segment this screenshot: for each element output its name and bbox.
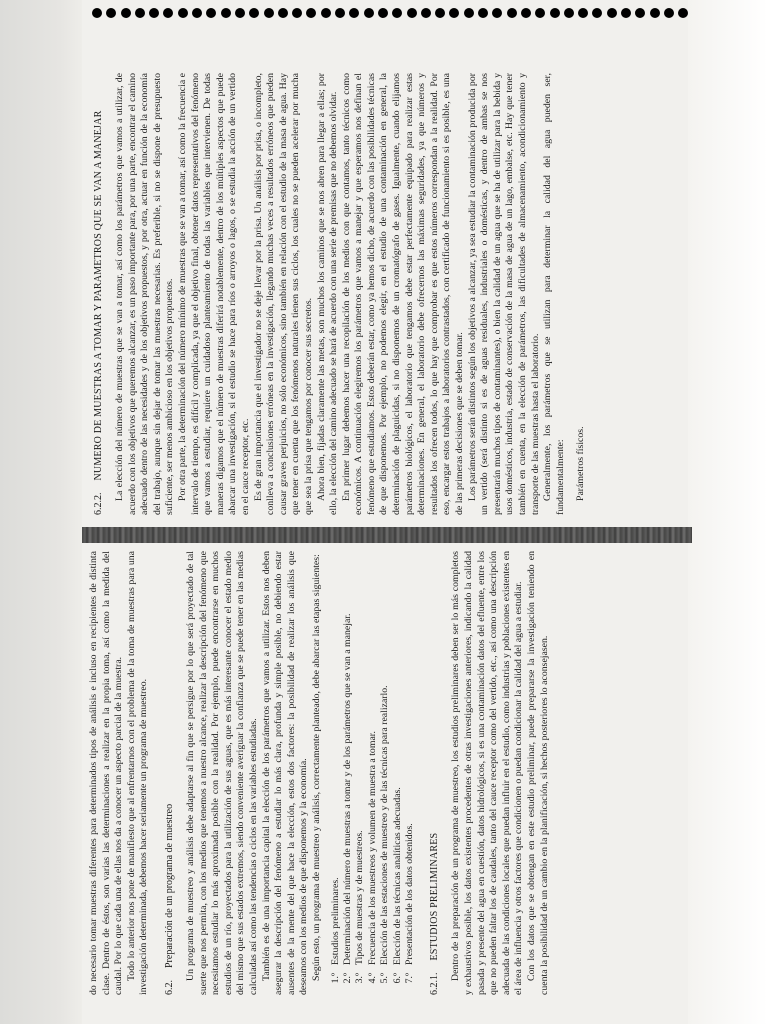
list-item [330,551,342,995]
step-number: 4.º [366,973,378,984]
scan-shadow-left [0,0,82,1024]
binding-hole [507,8,517,18]
section-heading-6-2-1 [428,551,441,995]
paragraph: Es de gran importancia que el investigador no se deje llevar por la prisa. Un análisis por prisa, o incompleto, conlleva a conclusiones erróneas en la investigación, llegando muchas veces a resultados erróneos que pueden causar graves perjuicios, no sólo económicos, sino también en relación con el estudio de la masa de agua. Hay que tener en cuenta que los fenómenos naturales tienen sus ciclos, los cuales no se pueden acelerar por mucha que sea la prisa que tengamos por conocer sus secretos. [252,73,314,515]
binding-hole [478,8,488,18]
left-column [82,543,692,1005]
binding-hole [135,8,145,18]
spiral-binding [0,0,768,26]
binding-hole [378,8,388,18]
step-text: Frecuencia de los muestreos y volumen de muestra a tomar. [366,731,378,965]
binding-hole [592,8,602,18]
binding-hole [621,8,631,18]
binding-hole [392,8,402,18]
list-item [392,551,404,995]
list-item [342,551,354,995]
binding-hole [335,8,345,18]
step-text: Elección de las estaciones de muestreo y de las técnicas para realizarlo. [379,685,391,965]
binding-hole [106,8,116,18]
paragraph: Según esto, un programa de muestreo y análisis, correctamente planteado, debe abarcar las etapas siguientes: [310,554,322,981]
section-heading-6-2 [163,551,176,995]
binding-hole [607,8,617,18]
binding-hole [249,8,259,18]
step-text: Presentación de los datos obtenidos. [403,823,415,965]
binding-hole [464,8,474,18]
parameter-item: Parámetros físicos. [575,426,587,501]
binding-hole [292,8,302,18]
binding-hole [535,8,545,18]
binding-hole [149,8,159,18]
binding-hole [492,8,502,18]
paragraph: En primer lugar debemos hacer una recopilación de los medios con que contamos, tanto técnicos como económicos. A continuación elegiremos los parámetros que vamos a manejar y que esperamos nos definan el fenómeno que estudiamos. Estos deberán estar, como ya hemos dicho, de acuerdo con las posibilidades técnicas de que disponemos. Por ejemplo, no podemos elegir, en el estudio de una contaminación en general, la determinación de plaguicidas, si no disponemos de un cromatógrafo de gases. Igualmente, cuando elijamos parámetros biológicos, el laboratorio que tengamos debe estar perfectamente equipado para realizar estas determinaciones. En general, el laboratorio debe ofrecernos las máximas seguridades, ya que números y resultados los ofrecen todos, lo que hay que comprobar es que estos números correspondan a la realidad. Por eso, encargar estos trabajos a laboratorios contrastados, con certificado de funcionamiento si es posible, es una de las primeras decisiones que se deben tomar. [340,73,466,515]
section-title: ESTUDIOS PRELIMINARES [429,832,441,961]
paragraph: Dentro de la preparación de un programa de muestreo, los estudios preliminares deben ser lo más completos y exhaustivos posible, los datos existentes procedentes de otras investigaciones anteriores, indicando la calidad pasada y presente del agua en cuestión, datos hidrológicos, si es una contaminación datos del efluente, entre los que no pueden faltar los de caudales, tanto del cauce receptor como del vertido, etc., así como una descripción adecuada de las condiciones locales que puedan influir en el estudio, como industrias y poblaciones existentes en el área de influencia y otros factores que condicionen o puedan condicionar la calidad del agua a estudiar. [450,551,525,995]
right-column [82,65,692,527]
paragraph: Generalmente, los parámetros que se utilizan para determinar la calidad del agua pueden ser, fundamentalmente: [542,73,566,515]
binding-hole [664,8,674,18]
paragraph: Un programa de muestreo y análisis debe adaptarse al fin que se persigue por lo que será proyectado de tal suerte que nos permita, con los medios que tenemos a nuestro alcance, realizar la descripción del fenómeno que necesitamos estudiar lo más aproximada posible con la realidad. Por ejemplo, puede encontrarse en muchos estudios de un río, proyectados para la utilización de sus aguas, que es más interesante conocer el estado medio del mismo que sus estados extremos, siendo conveniente averiguar la confianza que se puede tener en las medias calculadas así como las tendencias o ciclos en las variables estudiadas. [184,551,259,995]
paragraph: La elección del número de muestras que se van a tomar, así como los parámetros que vamos a utilizar, de acuerdo con los objetivos que queremos alcanzar, es un paso importante para, por una parte, encontrar el camino adecuado dentro de las necesidades y de los objetivos propuestos, y por otra, actuar en función de la economía del trabajo, aunque sin dejar de tomar las muestras necesarias. Es preferible, si no se dispone de presupuesto suficiente, ser menos ambicioso en los objetivos propuestos. [114,73,176,515]
scanned-page [82,65,692,1005]
binding-hole [550,8,560,18]
binding-hole [521,8,531,18]
section-title: Preparación de un programa de muestreo [163,803,175,968]
binding-hole [578,8,588,18]
binding-hole [178,8,188,18]
section-number: 6.2. [163,980,175,995]
binding-hole [421,8,431,18]
paragraph: También es de una importancia capital la elección de los parámetros que vamos a utilizar. Estos nos deben asegurar la descripción del fenómeno a estudiar lo más clara, profunda y simple posible, no debiendo estar ausentes de la mente del que hace la elección, estos dos factores: la posibilidad de realizar los análisis que deseamos con los medios de que disponemos y la economía. [260,551,310,995]
binding-hole [678,8,688,18]
paragraph: Por otra parte, la determinación del número mínimo de muestras que se van a tomar, así como la frecuencia e intervalo de tiempo, es difícil y complicada, ya que el objetivo final, obtener datos representativos del fenómeno que vamos a estudiar, requiere un cuidadoso planteamiento de todas las variables que intervienen. De todas maneras digamos que el número de muestras diferirá notablemente, dentro de los múltiples aspectos que puede abarcar una investigación, si el estudio se hace para ríos o arroyos o lagos, o se estudia la acción de un vertido en el cauce receptor, etc. [176,73,251,515]
binding-hole [349,8,359,18]
binding-hole [221,8,231,18]
binding-hole [235,8,245,18]
section-title: NUMERO DE MUESTRAS A TOMAR Y PARAMETROS QUE SE VAN A MANEJAR [93,110,104,481]
scan-shadow-right [688,0,768,1024]
binding-hole [650,8,660,18]
paragraph: Los parámetros serán distintos según los objetivos a alcanzar, ya sea estudiar la contaminación producida por un vertido (será distinto si es de aguas residuales, industriales o domésticas, y dentro de ambas se nos presentarán muchos tipos de contaminantes), o bien la calidad de un agua que se ha de utilizar para la bebida y usos domésticos, industria, estado de conservación de la masa de agua de un lago, embalse, etc. Hay que tener también en cuenta, en la elección de parámetros, las dificultades de almacenamiento, acondicionamiento y transporte de las muestras hasta el laboratorio. [466,73,541,515]
list-item [404,551,416,995]
binding-hole [163,8,173,18]
step-text: Estudios preliminares. [329,877,341,965]
book-gutter-shadow [82,527,692,543]
section-number: 6.2.2. [93,492,104,515]
binding-hole [206,8,216,18]
binding-hole [278,8,288,18]
intro-paragraph-2: Todo lo anterior nos pone de manifiesto que al enfrentarnos con el problema de la toma de muestras para una investigación determinada, debemos hacer seriamente un programa de muestreo. [125,551,150,995]
intro-paragraph-1: do necesario tomar muestras diferentes para determinados tipos de análisis e incluso en recipientes de distinta clase. Dentro de éstos, son varias las determinaciones a realizar en la propia toma, así como la medida del caudal. Por lo que cada una de ellas nos da a conocer un aspecto parcial de la muestra. [88,551,125,995]
step-number: 7.º [403,973,415,984]
binding-hole [192,8,202,18]
binding-hole [264,8,274,18]
binding-hole [306,8,316,18]
step-number: 1.º [329,973,341,984]
binding-hole [435,8,445,18]
step-text: Determinación del número de muestras a tomar y de los parámetros que se van a manejar. [341,613,353,965]
step-number: 6.º [391,973,403,984]
binding-hole [407,8,417,18]
binding-hole [364,8,374,18]
step-text: Tipos de muestras y de muestreos. [354,830,366,965]
binding-hole [449,8,459,18]
binding-hole [564,8,574,18]
binding-hole [635,8,645,18]
step-text: Elección de las técnicas analíticas adecuadas. [391,787,403,965]
binding-hole [121,8,131,18]
binding-hole [92,8,102,18]
list-item [367,551,379,995]
binding-hole [321,8,331,18]
list-item [354,551,366,995]
list-item [379,551,391,995]
step-number: 5.º [379,973,391,984]
paragraph: Con los datos que se obtengan en este estudio preliminar, puede prepararse la investigación teniendo en cuenta la posibilidad de un cambio en la planificación, si hechos posteriores lo aconsejasen. [525,551,550,995]
step-number: 2.º [341,973,353,984]
paragraph: Ahora bien, fijadas claramente las metas, son muchos los caminos que se nos abren para llegar a ellas; por ello, la elección del camino adecuado se hará de acuerdo con una serie de premisas que no debemos olvidar. [315,73,340,515]
steps-list [330,551,417,995]
section-heading-6-2-2 [92,73,105,515]
section-number: 6.2.1. [429,972,441,995]
step-number: 3.º [354,973,366,984]
